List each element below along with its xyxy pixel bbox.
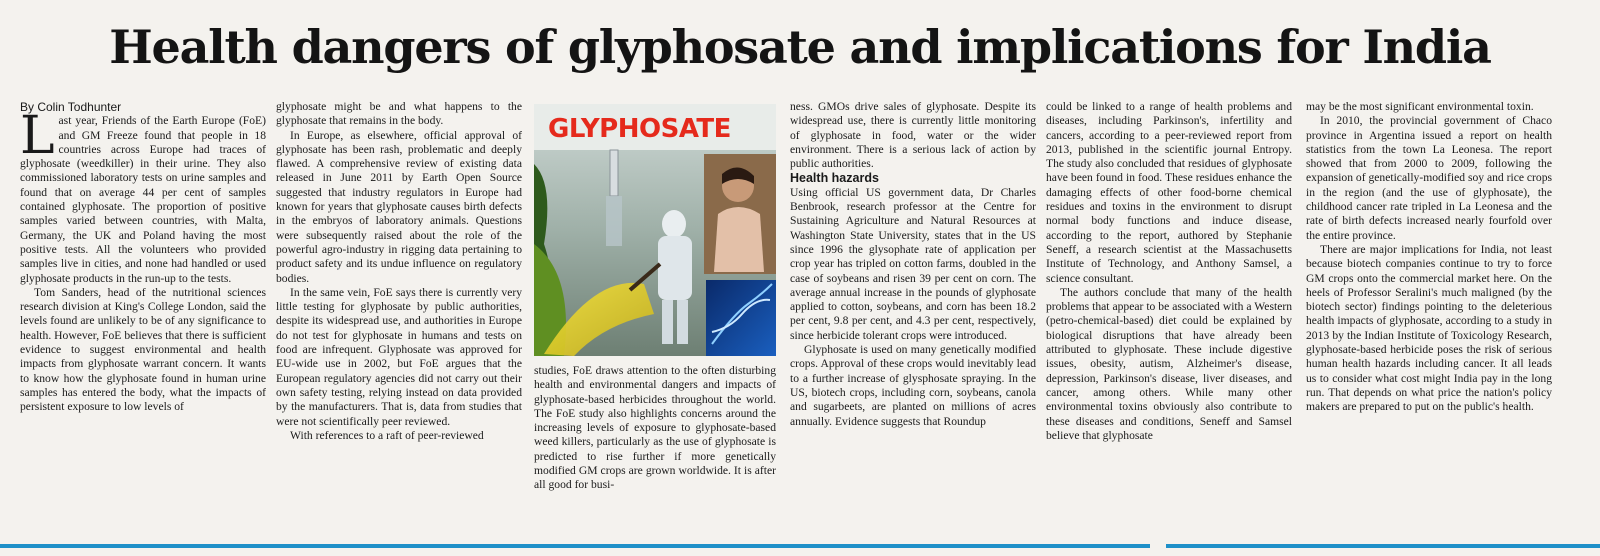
- lead-text: ast year, Friends of the Earth Europe (FoE) and GM Freeze found that people in 18 countries across Europe had traces of glyphosate (weedkiller) in their urine. They also commissioned laboratory tests on urine samples and found that on average 44 per cent of samples contained glyphosate. The proportion of positive samples varied between countries, with Malta, Germany, the UK and Poland having the most positive tests. All the volunteers who provided samples live in cities, and none had handled or used glyphosate products in the run-up to the tests.: [20, 114, 266, 285]
- article-column-1: [20, 100, 266, 538]
- subheading: Health hazards: [790, 171, 879, 186]
- article-column-5: [1046, 100, 1292, 538]
- paragraph: With references to a raft of peer-reviewed: [290, 428, 484, 442]
- article-column-3: [534, 364, 776, 538]
- article-photo: [534, 104, 776, 356]
- headline: Health dangers of glyphosate and implications for India: [109, 20, 1491, 74]
- paragraph: In Europe, as elsewhere, official approval of glyphosate has been rash, problematic and deeply flawed. A comprehensive review of existing data released in June 2011 by Earth Open Source suggested that industry regulators in Europe had known for years that glyphosate causes birth defects in the embryos of laboratory animals. Questions were subsequently raised about the role of the powerful agro-industry in rigging data pertaining to product safety and its undue influence on regulatory bodies.: [276, 128, 522, 285]
- paragraph: Tom Sanders, head of the nutritional sciences research division at King's College London, said the levels found are unlikely to be of any significance to health. However, FoE believes that there is sufficient evidence to suggest environmental and health impacts from glyphosate warrant concern. It wants to know how the glyphosate found in human urine samples has entered the body, what the impacts of persistent exposure to low levels of: [20, 285, 266, 414]
- paragraph: In the same vein, FoE says there is currently very little testing for glyphosate by public authorities, despite its widespread use, and authorities in Europe do not test for glyphosate in humans and tests on food are infrequent. Glyphosate was approved for EU-wide use in 2002, but FoE argues that the European regulatory agencies did not carry out their own safety testing, relying instead on data provided by the manufacturers. That is, data from studies that were not scientifically peer reviewed.: [276, 285, 522, 428]
- paragraph: The authors conclude that many of the health problems that appear to be associated with a Western (petro-chemical-based) diet could be explained by biological disruptions that have already been attributed to glyphosate. These include digestive issues, obesity, autism, Alzheimer's disease, depression, Parkinson's disease, liver diseases, and cancer, among others. While many other environmental toxins obviously also contribute to these diseases and conditions, Seneff and Samsel believe that glyphosate: [1046, 285, 1292, 442]
- article-column-2: [276, 100, 522, 538]
- paragraph: could be linked to a range of health problems and diseases, including Parkinson's, infertility and cancers, according to a peer-reviewed report from 2013, published in the scientific journal Entropy. The study also concluded that residues of glyphosate have been found in food. These residues enhance the damaging effects of other food-borne chemical residues and toxins in the environment to disrupt normal body functions and induce disease, according to the report, authored by Stephanie Seneff, a research scientist at the Massachusetts Institute of Technology, and Anthony Samsel, a science consultant.: [1046, 100, 1292, 285]
- article-column-4: [790, 100, 1036, 538]
- bottom-rule: [0, 544, 1600, 548]
- paragraph: There are major implications for India, not least because biotech companies continue to try to force GM crops onto the commercial market here. On the heels of Professor Seralini's much maligned (by the biotech sector) findings pointing to the deleterious health impacts of glyphosate, according to a study in 2013 by the Indian Institute of Toxicology Research, glyphosate-based herbicide poses the risk of serious human health hazards including cancer. It all leads us to consider what cost might India pay in the long run. That depends on what price the nation's policy makers are prepared to put on the public's health.: [1306, 242, 1552, 414]
- figure-title: GLYPHOSATE: [548, 114, 731, 144]
- paragraph: In 2010, the provincial government of Chaco province in Argentina issued a report on health statistics from the town La Leonesa. The report showed that from 2000 to 2009, following the expansion of genetically-modified soy and rice crops in the region (and the use of glyphosate), the childhood cancer rate tripled in La Leonesa and the rate of birth defects increased nearly fourfold over the entire province.: [1306, 114, 1552, 242]
- paragraph: ness. GMOs drive sales of glyphosate. Despite its widespread use, there is currently little monitoring of glyphosate in food, water or the wider environment. There is a serious lack of action by public authorities.: [790, 100, 1036, 171]
- paragraph: studies, FoE draws attention to the often disturbing health and environmental dangers and impacts of glyphosate-based herbicides throughout the world. The FoE study also highlights concerns around the increasing levels of exposure to glyphosate-based weed killers, particularly as the use of glyphosate is predicted to rise further if more genetically modified GM crops are grown worldwide. It is after all good for busi-: [534, 364, 776, 492]
- paragraph: glyphosate might be and what happens to the glyphosate that remains in the body.: [276, 100, 522, 128]
- article-column-6: [1306, 100, 1552, 538]
- paragraph: may be the most significant environmental toxin.: [1306, 100, 1534, 113]
- byline: By Colin Todhunter: [20, 100, 122, 114]
- rule-gap: [1150, 540, 1166, 550]
- paragraph: Using official US government data, Dr Charles Benbrook, research professor at the Centre for Sustaining Agriculture and Natural Resources at Washington State University, states that in the US since 1996 the glysophate rate of application per crop year has tripled on cotton farms, doubled in the case of soybeans and risen 39 per cent on corn. The average annual increase in the pounds of glyphosate applied to cotton, soybeans, and corn has been 18.2 per cent, 9.8 per cent, and 4.3 per cent, respectively, since herbicide tolerant crops were introduced.: [790, 185, 1036, 342]
- drop-cap: L: [20, 106, 55, 167]
- paragraph: Glyphosate is used on many genetically modified crops. Approval of these crops would inevitably lead to a further increase of glysphosate spraying. In the US, biotech crops, including corn, soybeans, canola and sugarbeets, are planted on millions of acres annually. Evidence suggests that Roundup: [790, 343, 1036, 428]
